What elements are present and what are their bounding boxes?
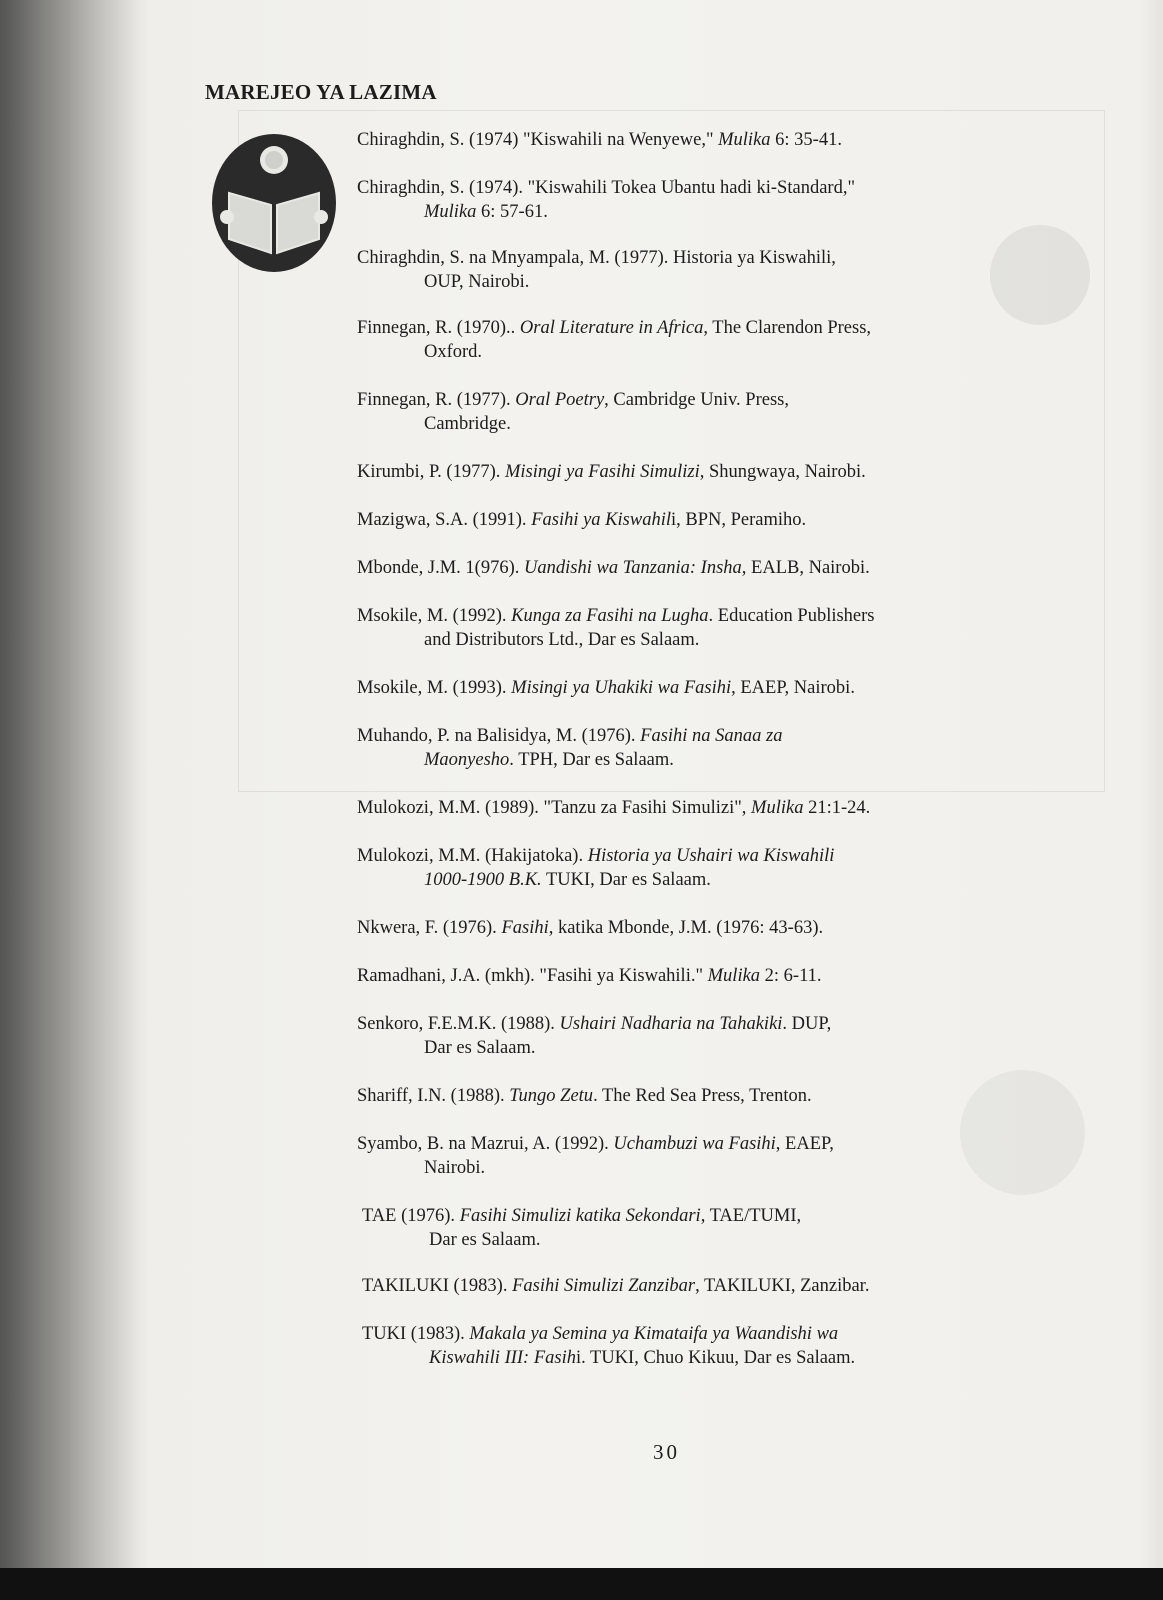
- reference-entry: [357, 460, 866, 484]
- reference-entry: [357, 1084, 812, 1108]
- reference-entry: [357, 128, 842, 152]
- reference-text: , TAE/TUMI,: [700, 1206, 802, 1226]
- reference-text: Cambridge.: [424, 414, 511, 434]
- page-heading: MAREJEO YA LAZIMA: [205, 80, 437, 104]
- reference-entry: [357, 508, 806, 532]
- reference-text: and Distributors Ltd., Dar es Salaam.: [424, 630, 700, 650]
- reference-title-text: Kiswahili III: Fasih: [429, 1348, 576, 1368]
- reference-text: Msokile, M. (1992).: [357, 606, 512, 626]
- book-spine-shadow: [0, 0, 150, 1568]
- reference-entry: [357, 724, 783, 772]
- reference-entry: [357, 844, 834, 892]
- scan-bottom-edge: [0, 1568, 1163, 1600]
- reference-line: [357, 846, 834, 866]
- reference-title-text: Fasihi: [501, 918, 549, 938]
- reference-text: Dar es Salaam.: [424, 1038, 536, 1058]
- reference-text: i, BPN, Peramiho.: [670, 510, 807, 530]
- reference-entry: [357, 246, 836, 294]
- reference-line: [357, 678, 855, 698]
- reference-line: [357, 918, 823, 938]
- reference-continuation-line: [357, 1156, 834, 1180]
- reference-entry: [357, 1132, 834, 1180]
- reference-continuation-line: [357, 868, 834, 892]
- reference-text: Ramadhani, J.A. (mkh). "Fasihi ya Kiswahili.": [357, 966, 708, 986]
- reference-text: Mulokozi, M.M. (1989). "Tanzu za Fasihi Simulizi",: [357, 798, 752, 818]
- reference-text: 21:1-24.: [803, 798, 871, 818]
- reference-line: [357, 318, 871, 338]
- reference-text: Finnegan, R. (1970)..: [357, 318, 520, 338]
- reference-text: Mulokozi, M.M. (Hakijatoka).: [357, 846, 588, 866]
- reference-text: 6: 57-61.: [476, 202, 548, 222]
- reference-continuation-line: [362, 1346, 855, 1370]
- reference-continuation-line: [357, 628, 875, 652]
- reference-line: [357, 1086, 812, 1106]
- reference-title-text: Kunga za Fasihi na Lugha: [511, 606, 709, 626]
- reference-continuation-line: [357, 340, 871, 364]
- reference-text: . The Red Sea Press, Trenton.: [593, 1086, 812, 1106]
- reference-line: [357, 798, 870, 818]
- show-through-circle-lower: [960, 1070, 1085, 1195]
- reference-text: , EAEP, Nairobi.: [731, 678, 855, 698]
- reference-title-text: Oral Literature in Africa: [519, 318, 704, 338]
- reference-title-text: Mulika: [718, 130, 771, 150]
- reference-line: [357, 390, 789, 410]
- reference-text: Senkoro, F.E.M.K. (1988).: [357, 1014, 560, 1034]
- reference-text: , EALB, Nairobi.: [741, 558, 870, 578]
- reference-title-text: Misingi ya Fasihi Simulizi: [505, 462, 700, 482]
- reference-entry: [357, 316, 871, 364]
- reference-line: [357, 178, 855, 198]
- reference-text: Nkwera, F. (1976).: [357, 918, 502, 938]
- reference-text: 6: 35-41.: [770, 130, 842, 150]
- reference-text: Chiraghdin, S. (1974). "Kiswahili Tokea Ubantu hadi ki-Standard,": [357, 178, 855, 198]
- reference-title-text: Maonyesho: [424, 750, 510, 770]
- reference-text: , katika Mbonde, J.M. (1976: 43-63).: [548, 918, 824, 938]
- reference-text: Mbonde, J.M. 1(976).: [357, 558, 525, 578]
- reference-title-text: Mulika: [707, 966, 761, 986]
- reference-title-text: Fasihi Simulizi Zanzibar: [512, 1276, 696, 1296]
- reference-line: [362, 1324, 838, 1344]
- reference-text: i. TUKI, Chuo Kikuu, Dar es Salaam.: [575, 1348, 856, 1368]
- reference-title-text: Fasihi na Sanaa za: [640, 726, 783, 746]
- reference-text: , EAEP,: [775, 1134, 834, 1154]
- reference-line: [357, 1134, 834, 1154]
- reference-text: 2: 6-11.: [760, 966, 822, 986]
- reference-line: [357, 606, 875, 626]
- reference-text: TUKI (1983).: [362, 1324, 470, 1344]
- reference-text: , TAKILUKI, Zanzibar.: [695, 1276, 870, 1296]
- reference-entry: [357, 964, 822, 988]
- reference-line: [357, 510, 806, 530]
- reference-text: . DUP,: [782, 1014, 832, 1034]
- reference-title-text: Tungo Zetu: [509, 1086, 594, 1106]
- reference-text: , Shungwaya, Nairobi.: [699, 462, 866, 482]
- reference-line: [357, 726, 783, 746]
- reference-text: , The Clarendon Press,: [703, 318, 872, 338]
- reference-line: [362, 1206, 801, 1226]
- reference-entry: [362, 1274, 869, 1298]
- reference-title-text: Ushairi Nadharia na Tahakiki: [559, 1014, 783, 1034]
- reference-text: Msokile, M. (1993).: [357, 678, 512, 698]
- reference-text: . Education Publishers: [708, 606, 875, 626]
- reference-entry: [357, 916, 823, 940]
- reference-title-text: Makala ya Semina ya Kimataifa ya Waandishi wa: [469, 1324, 839, 1344]
- reference-text: Chiraghdin, S. na Mnyampala, M. (1977). Historia ya Kiswahili,: [357, 248, 836, 268]
- reference-text: Shariff, I.N. (1988).: [357, 1086, 510, 1106]
- reference-entry: [357, 388, 789, 436]
- reference-text: TAE (1976).: [362, 1206, 460, 1226]
- reference-entry: [362, 1322, 855, 1370]
- reference-continuation-line: [357, 412, 789, 436]
- reference-line: [357, 462, 866, 482]
- reference-text: Finnegan, R. (1977).: [357, 390, 516, 410]
- reference-text: TAKILUKI (1983).: [362, 1276, 513, 1296]
- reference-line: [362, 1276, 869, 1296]
- reference-text: Dar es Salaam.: [429, 1230, 541, 1250]
- reference-title-text: Misingi ya Uhakiki wa Fasihi: [511, 678, 732, 698]
- reference-continuation-line: [357, 200, 855, 224]
- reference-continuation-line: [357, 748, 783, 772]
- reference-entry: [362, 1204, 801, 1252]
- reference-text: , Cambridge Univ. Press,: [604, 390, 789, 410]
- reference-line: [357, 1014, 831, 1034]
- page-number: 30: [653, 1440, 680, 1464]
- reference-text: Muhando, P. na Balisidya, M. (1976).: [357, 726, 641, 746]
- reference-text: OUP, Nairobi.: [424, 272, 530, 292]
- reference-title-text: Oral Poetry: [515, 390, 605, 410]
- show-through-circle: [990, 225, 1090, 325]
- reference-text: TUKI, Dar es Salaam.: [541, 870, 711, 890]
- reference-text: Nairobi.: [424, 1158, 486, 1178]
- reference-continuation-line: [357, 1036, 831, 1060]
- reading-person-icon: [211, 133, 337, 273]
- reference-entry: [357, 796, 870, 820]
- reference-text: . TPH, Dar es Salaam.: [509, 750, 674, 770]
- reference-title-text: Uandishi wa Tanzania: Insha: [524, 558, 742, 578]
- reference-line: [357, 966, 822, 986]
- reference-title-text: Mulika: [424, 202, 477, 222]
- reference-line: [357, 130, 842, 150]
- reference-title-text: Fasihi Simulizi katika Sekondari: [459, 1206, 701, 1226]
- reference-text: Mazigwa, S.A. (1991).: [357, 510, 532, 530]
- reference-text: Kirumbi, P. (1977).: [357, 462, 505, 482]
- reference-title-text: Mulika: [751, 798, 804, 818]
- reference-entry: [357, 676, 855, 700]
- reference-entry: [357, 604, 875, 652]
- reference-line: [357, 248, 836, 268]
- reference-continuation-line: [362, 1228, 801, 1252]
- reference-title-text: Uchambuzi wa Fasihi: [613, 1134, 776, 1154]
- reference-text: Oxford.: [424, 342, 483, 362]
- reference-title-text: 1000-1900 B.K.: [424, 870, 542, 890]
- reference-text: Chiraghdin, S. (1974) "Kiswahili na Wenyewe,": [357, 130, 719, 150]
- reference-text: Syambo, B. na Mazrui, A. (1992).: [357, 1134, 614, 1154]
- reference-entry: [357, 176, 855, 224]
- reference-continuation-line: [357, 270, 836, 294]
- reference-entry: [357, 556, 870, 580]
- reference-line: [357, 558, 870, 578]
- reference-title-text: Historia ya Ushairi wa Kiswahili: [587, 846, 835, 866]
- reference-entry: [357, 1012, 831, 1060]
- reference-title-text: Fasihi ya Kiswahil: [531, 510, 671, 530]
